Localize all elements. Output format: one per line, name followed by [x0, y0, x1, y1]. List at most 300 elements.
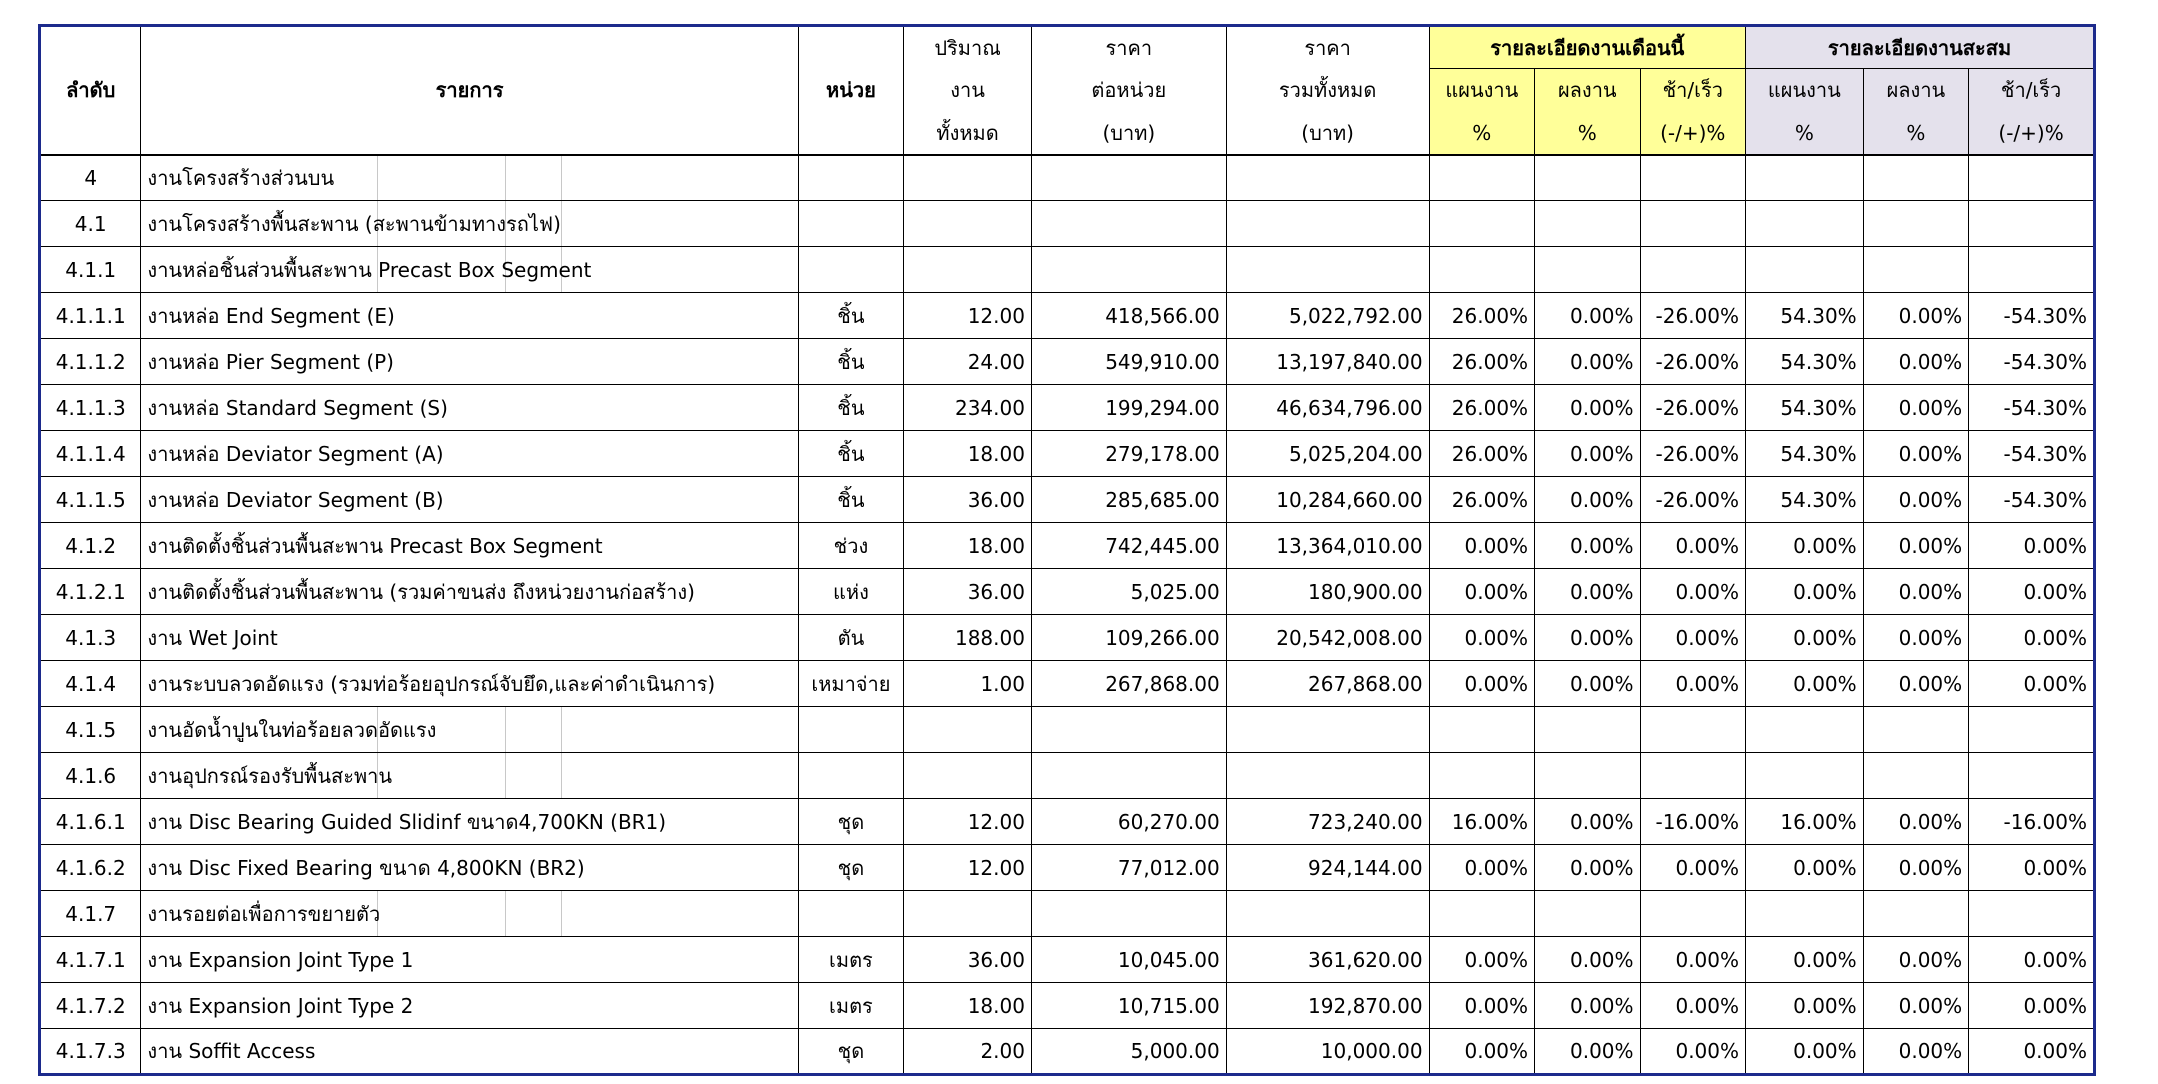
month-plan-percent: 0.00%: [1429, 523, 1534, 569]
month-actual-percent: [1535, 891, 1640, 937]
cumulative-actual-percent: 0.00%: [1863, 615, 1968, 661]
month-diff-percent: [1640, 247, 1745, 293]
item-quantity: 188.00: [904, 615, 1032, 661]
cumulative-plan-percent: [1746, 155, 1864, 201]
header-unit-price-line3: (บาท): [1031, 112, 1226, 155]
month-actual-percent: 0.00%: [1535, 523, 1640, 569]
item-name: งาน Expansion Joint Type 2: [141, 983, 798, 1029]
item-quantity: [904, 707, 1032, 753]
month-actual-percent: 0.00%: [1535, 431, 1640, 477]
item-unit-price: 10,715.00: [1031, 983, 1226, 1029]
cumulative-actual-percent: 0.00%: [1863, 569, 1968, 615]
item-code: 4.1.7.2: [40, 983, 141, 1029]
month-diff-percent: [1640, 155, 1745, 201]
month-actual-percent: 0.00%: [1535, 1029, 1640, 1075]
header-unit-price-line1: ราคา: [1031, 26, 1226, 69]
cumulative-actual-percent: 0.00%: [1863, 1029, 1968, 1075]
header-group-month: รายละเอียดงานเดือนนี้: [1429, 26, 1745, 69]
item-total-price: [1226, 891, 1429, 937]
cell-gridline: [505, 753, 506, 798]
cell-gridline: [561, 707, 562, 752]
item-unit: [798, 753, 903, 799]
header-month-diff-unit: (-/+)%: [1640, 112, 1745, 155]
month-plan-percent: 16.00%: [1429, 799, 1534, 845]
month-actual-percent: 0.00%: [1535, 293, 1640, 339]
cumulative-diff-percent: 0.00%: [1969, 523, 2095, 569]
table-row: [40, 523, 2095, 569]
item-quantity: 2.00: [904, 1029, 1032, 1075]
table-row: [40, 339, 2095, 385]
cumulative-plan-percent: [1746, 707, 1864, 753]
item-unit-price: 279,178.00: [1031, 431, 1226, 477]
header-total-line3: (บาท): [1226, 112, 1429, 155]
item-code: 4.1.1.4: [40, 431, 141, 477]
cumulative-plan-percent: 54.30%: [1746, 477, 1864, 523]
item-total-price: 13,364,010.00: [1226, 523, 1429, 569]
item-quantity: [904, 891, 1032, 937]
header-group-cumulative: รายละเอียดงานสะสม: [1746, 26, 2095, 69]
item-quantity: 36.00: [904, 937, 1032, 983]
item-unit: ชิ้น: [798, 385, 903, 431]
item-total-price: 10,000.00: [1226, 1029, 1429, 1075]
item-total-price: 20,542,008.00: [1226, 615, 1429, 661]
cumulative-plan-percent: 0.00%: [1746, 845, 1864, 891]
item-unit: [798, 201, 903, 247]
item-unit: [798, 707, 903, 753]
month-diff-percent: -26.00%: [1640, 385, 1745, 431]
item-code: 4.1.5: [40, 707, 141, 753]
item-unit: เหมาจ่าย: [798, 661, 903, 707]
item-unit-price: 77,012.00: [1031, 845, 1226, 891]
table-row: [40, 661, 2095, 707]
item-unit-price: 60,270.00: [1031, 799, 1226, 845]
month-actual-percent: [1535, 753, 1640, 799]
item-name: [141, 891, 798, 937]
item-name: งานหล่อ Standard Segment (S): [141, 385, 798, 431]
header-month-plan: แผนงาน: [1429, 69, 1534, 112]
item-code: 4: [40, 155, 141, 201]
item-name: [141, 753, 798, 799]
header-unit: หน่วย: [798, 26, 903, 155]
item-code: 4.1.2: [40, 523, 141, 569]
item-unit: ชิ้น: [798, 477, 903, 523]
item-name: งานหล่อ Pier Segment (P): [141, 339, 798, 385]
item-name: งาน Wet Joint: [141, 615, 798, 661]
cumulative-plan-percent: 54.30%: [1746, 431, 1864, 477]
cell-gridline: [505, 707, 506, 752]
cumulative-plan-percent: [1746, 753, 1864, 799]
month-actual-percent: 0.00%: [1535, 937, 1640, 983]
cumulative-plan-percent: 16.00%: [1746, 799, 1864, 845]
item-unit: [798, 155, 903, 201]
item-code: 4.1.1.1: [40, 293, 141, 339]
month-diff-percent: 0.00%: [1640, 1029, 1745, 1075]
item-unit-price: 109,266.00: [1031, 615, 1226, 661]
month-plan-percent: 0.00%: [1429, 1029, 1534, 1075]
item-unit-price: [1031, 247, 1226, 293]
cumulative-actual-percent: 0.00%: [1863, 523, 1968, 569]
cumulative-plan-percent: 0.00%: [1746, 983, 1864, 1029]
cumulative-diff-percent: -16.00%: [1969, 799, 2095, 845]
cumulative-diff-percent: [1969, 753, 2095, 799]
table-row: [40, 615, 2095, 661]
month-plan-percent: 0.00%: [1429, 845, 1534, 891]
item-unit-price: 199,294.00: [1031, 385, 1226, 431]
cumulative-actual-percent: 0.00%: [1863, 983, 1968, 1029]
header-cum-plan-unit: %: [1746, 112, 1864, 155]
table-row: [40, 247, 2095, 293]
item-unit-price: [1031, 891, 1226, 937]
month-actual-percent: 0.00%: [1535, 477, 1640, 523]
table-row: [40, 201, 2095, 247]
item-quantity: 36.00: [904, 569, 1032, 615]
month-actual-percent: [1535, 707, 1640, 753]
table-row: [40, 937, 2095, 983]
month-diff-percent: [1640, 201, 1745, 247]
month-actual-percent: 0.00%: [1535, 569, 1640, 615]
month-diff-percent: 0.00%: [1640, 983, 1745, 1029]
month-plan-percent: 0.00%: [1429, 569, 1534, 615]
cumulative-diff-percent: 0.00%: [1969, 1029, 2095, 1075]
cumulative-diff-percent: -54.30%: [1969, 431, 2095, 477]
month-actual-percent: [1535, 247, 1640, 293]
month-plan-percent: 0.00%: [1429, 937, 1534, 983]
header-total-line1: ราคา: [1226, 26, 1429, 69]
item-code: 4.1.1.3: [40, 385, 141, 431]
cell-gridline: [561, 891, 562, 936]
table-row: [40, 799, 2095, 845]
item-unit: เมตร: [798, 983, 903, 1029]
month-actual-percent: 0.00%: [1535, 661, 1640, 707]
month-actual-percent: 0.00%: [1535, 845, 1640, 891]
cumulative-actual-percent: 0.00%: [1863, 799, 1968, 845]
item-name-text: งานโครงสร้างส่วนบน: [147, 165, 335, 190]
cumulative-diff-percent: [1969, 891, 2095, 937]
month-diff-percent: 0.00%: [1640, 661, 1745, 707]
item-unit: ชุด: [798, 1029, 903, 1075]
item-code: 4.1.7.1: [40, 937, 141, 983]
cell-gridline: [561, 753, 562, 798]
item-total-price: [1226, 753, 1429, 799]
table-header: [40, 26, 2095, 155]
table-body: [40, 155, 2095, 1075]
cumulative-diff-percent: -54.30%: [1969, 385, 2095, 431]
cell-gridline: [505, 156, 506, 201]
cumulative-plan-percent: 54.30%: [1746, 339, 1864, 385]
item-unit: ชุด: [798, 845, 903, 891]
cumulative-diff-percent: 0.00%: [1969, 983, 2095, 1029]
item-unit-price: 549,910.00: [1031, 339, 1226, 385]
item-unit-price: [1031, 201, 1226, 247]
item-unit: ชิ้น: [798, 293, 903, 339]
table-row: [40, 431, 2095, 477]
item-total-price: 5,022,792.00: [1226, 293, 1429, 339]
header-month-diff: ช้า/เร็ว: [1640, 69, 1745, 112]
item-total-price: 361,620.00: [1226, 937, 1429, 983]
table-row: [40, 1029, 2095, 1075]
cumulative-diff-percent: 0.00%: [1969, 615, 2095, 661]
cumulative-actual-percent: [1863, 707, 1968, 753]
item-total-price: 5,025,204.00: [1226, 431, 1429, 477]
item-unit-price: 10,045.00: [1031, 937, 1226, 983]
item-code: 4.1.6.1: [40, 799, 141, 845]
month-plan-percent: [1429, 891, 1534, 937]
cumulative-diff-percent: [1969, 247, 2095, 293]
item-name: [141, 201, 798, 247]
cumulative-actual-percent: [1863, 155, 1968, 201]
cumulative-diff-percent: [1969, 201, 2095, 247]
item-unit: ชิ้น: [798, 339, 903, 385]
cumulative-plan-percent: 0.00%: [1746, 523, 1864, 569]
item-quantity: 12.00: [904, 799, 1032, 845]
cumulative-actual-percent: 0.00%: [1863, 431, 1968, 477]
item-total-price: 723,240.00: [1226, 799, 1429, 845]
cumulative-actual-percent: [1863, 201, 1968, 247]
item-name-text: งานรอยต่อเพื่อการขยายตัว: [147, 901, 381, 926]
table-row: [40, 845, 2095, 891]
item-code: 4.1.7: [40, 891, 141, 937]
item-total-price: [1226, 707, 1429, 753]
item-unit: ตัน: [798, 615, 903, 661]
item-unit-price: 5,025.00: [1031, 569, 1226, 615]
item-quantity: 234.00: [904, 385, 1032, 431]
item-quantity: [904, 201, 1032, 247]
cumulative-plan-percent: 54.30%: [1746, 293, 1864, 339]
table-row: [40, 753, 2095, 799]
item-name-text: งานโครงสร้างพื้นสะพาน (สะพานข้ามทางรถไฟ): [147, 211, 561, 236]
item-total-price: [1226, 155, 1429, 201]
header-cum-actual: ผลงาน: [1863, 69, 1968, 112]
cumulative-actual-percent: 0.00%: [1863, 385, 1968, 431]
item-quantity: [904, 247, 1032, 293]
item-unit-price: [1031, 155, 1226, 201]
item-name: งานหล่อ End Segment (E): [141, 293, 798, 339]
month-diff-percent: [1640, 707, 1745, 753]
item-total-price: [1226, 247, 1429, 293]
month-diff-percent: -26.00%: [1640, 477, 1745, 523]
cumulative-actual-percent: [1863, 753, 1968, 799]
cumulative-diff-percent: 0.00%: [1969, 661, 2095, 707]
cumulative-actual-percent: 0.00%: [1863, 937, 1968, 983]
item-total-price: 46,634,796.00: [1226, 385, 1429, 431]
item-total-price: 10,284,660.00: [1226, 477, 1429, 523]
header-qty-line3: ทั้งหมด: [904, 112, 1032, 155]
item-unit: [798, 891, 903, 937]
cumulative-actual-percent: 0.00%: [1863, 293, 1968, 339]
item-unit-price: 5,000.00: [1031, 1029, 1226, 1075]
item-name: งานหล่อ Deviator Segment (A): [141, 431, 798, 477]
cumulative-plan-percent: [1746, 201, 1864, 247]
item-total-price: 13,197,840.00: [1226, 339, 1429, 385]
cumulative-plan-percent: [1746, 247, 1864, 293]
month-diff-percent: 0.00%: [1640, 845, 1745, 891]
cumulative-diff-percent: 0.00%: [1969, 845, 2095, 891]
item-name: งานระบบลวดอัดแรง (รวมท่อร้อยอุปกรณ์จับยึด,และค่าดำเนินการ): [141, 661, 798, 707]
item-total-price: 192,870.00: [1226, 983, 1429, 1029]
month-actual-percent: [1535, 201, 1640, 247]
item-unit: ชุด: [798, 799, 903, 845]
table-row: [40, 293, 2095, 339]
month-plan-percent: 26.00%: [1429, 385, 1534, 431]
table-row: [40, 983, 2095, 1029]
table-row: [40, 891, 2095, 937]
item-code: 4.1.1.2: [40, 339, 141, 385]
cumulative-diff-percent: -54.30%: [1969, 293, 2095, 339]
header-qty-line1: ปริมาณ: [904, 26, 1032, 69]
header-no: ลำดับ: [40, 26, 141, 155]
item-name: [141, 247, 798, 293]
month-plan-percent: [1429, 707, 1534, 753]
table-row: [40, 707, 2095, 753]
item-code: 4.1.1: [40, 247, 141, 293]
item-quantity: 36.00: [904, 477, 1032, 523]
cumulative-actual-percent: 0.00%: [1863, 477, 1968, 523]
item-name: [141, 707, 798, 753]
cumulative-diff-percent: 0.00%: [1969, 569, 2095, 615]
item-total-price: 180,900.00: [1226, 569, 1429, 615]
month-plan-percent: 0.00%: [1429, 615, 1534, 661]
month-plan-percent: [1429, 247, 1534, 293]
cumulative-plan-percent: 0.00%: [1746, 569, 1864, 615]
month-actual-percent: 0.00%: [1535, 615, 1640, 661]
header-month-actual-unit: %: [1535, 112, 1640, 155]
item-code: 4.1.6.2: [40, 845, 141, 891]
item-name: งาน Disc Fixed Bearing ขนาด 4,800KN (BR2): [141, 845, 798, 891]
item-name: งานติดตั้งชิ้นส่วนพื้นสะพาน Precast Box Segment: [141, 523, 798, 569]
cumulative-diff-percent: 0.00%: [1969, 937, 2095, 983]
cumulative-actual-percent: 0.00%: [1863, 845, 1968, 891]
header-total-line2: รวมทั้งหมด: [1226, 69, 1429, 112]
month-actual-percent: 0.00%: [1535, 983, 1640, 1029]
cell-gridline: [561, 156, 562, 201]
header-item: รายการ: [141, 26, 798, 155]
cumulative-diff-percent: -54.30%: [1969, 477, 2095, 523]
item-total-price: 267,868.00: [1226, 661, 1429, 707]
month-plan-percent: 26.00%: [1429, 477, 1534, 523]
item-quantity: 18.00: [904, 523, 1032, 569]
header-cum-diff-unit: (-/+)%: [1969, 112, 2095, 155]
item-quantity: 18.00: [904, 983, 1032, 1029]
month-actual-percent: 0.00%: [1535, 385, 1640, 431]
cumulative-actual-percent: 0.00%: [1863, 661, 1968, 707]
cumulative-actual-percent: [1863, 891, 1968, 937]
progress-report-table: [38, 24, 2096, 1076]
item-quantity: 18.00: [904, 431, 1032, 477]
item-quantity: [904, 753, 1032, 799]
item-quantity: [904, 155, 1032, 201]
header-month-actual: ผลงาน: [1535, 69, 1640, 112]
item-code: 4.1.7.3: [40, 1029, 141, 1075]
item-name: [141, 155, 798, 201]
table-row: [40, 569, 2095, 615]
month-plan-percent: [1429, 155, 1534, 201]
cumulative-plan-percent: 0.00%: [1746, 937, 1864, 983]
header-cum-plan: แผนงาน: [1746, 69, 1864, 112]
cumulative-plan-percent: 0.00%: [1746, 1029, 1864, 1075]
item-code: 4.1.3: [40, 615, 141, 661]
month-actual-percent: 0.00%: [1535, 799, 1640, 845]
item-name-text: งานอัดน้ำปูนในท่อร้อยลวดอัดแรง: [147, 717, 437, 742]
item-quantity: 12.00: [904, 845, 1032, 891]
item-name: งาน Expansion Joint Type 1: [141, 937, 798, 983]
item-unit: [798, 247, 903, 293]
item-quantity: 24.00: [904, 339, 1032, 385]
item-code: 4.1: [40, 201, 141, 247]
month-plan-percent: 26.00%: [1429, 339, 1534, 385]
month-diff-percent: 0.00%: [1640, 523, 1745, 569]
cell-gridline: [561, 201, 562, 246]
month-plan-percent: 26.00%: [1429, 293, 1534, 339]
month-diff-percent: -16.00%: [1640, 799, 1745, 845]
item-code: 4.1.2.1: [40, 569, 141, 615]
cumulative-diff-percent: [1969, 155, 2095, 201]
header-month-plan-unit: %: [1429, 112, 1534, 155]
month-diff-percent: -26.00%: [1640, 431, 1745, 477]
item-name: งานหล่อ Deviator Segment (B): [141, 477, 798, 523]
item-unit: ช่วง: [798, 523, 903, 569]
month-actual-percent: [1535, 155, 1640, 201]
header-cum-actual-unit: %: [1863, 112, 1968, 155]
month-plan-percent: [1429, 753, 1534, 799]
item-quantity: 12.00: [904, 293, 1032, 339]
cumulative-plan-percent: 54.30%: [1746, 385, 1864, 431]
item-unit-price: 267,868.00: [1031, 661, 1226, 707]
item-unit: เมตร: [798, 937, 903, 983]
cumulative-actual-percent: 0.00%: [1863, 339, 1968, 385]
month-plan-percent: 0.00%: [1429, 983, 1534, 1029]
table-row: [40, 477, 2095, 523]
item-code: 4.1.1.5: [40, 477, 141, 523]
item-unit-price: [1031, 707, 1226, 753]
item-unit: ชิ้น: [798, 431, 903, 477]
item-total-price: 924,144.00: [1226, 845, 1429, 891]
item-name: งาน Soffit Access: [141, 1029, 798, 1075]
item-name: งานติดตั้งชิ้นส่วนพื้นสะพาน (รวมค่าขนส่ง ถึงหน่วยงานก่อสร้าง): [141, 569, 798, 615]
month-diff-percent: [1640, 753, 1745, 799]
month-plan-percent: 0.00%: [1429, 661, 1534, 707]
cumulative-plan-percent: [1746, 891, 1864, 937]
item-code: 4.1.6: [40, 753, 141, 799]
cumulative-actual-percent: [1863, 247, 1968, 293]
item-total-price: [1226, 201, 1429, 247]
cumulative-diff-percent: [1969, 707, 2095, 753]
cell-gridline: [505, 891, 506, 936]
header-unit-price-line2: ต่อหน่วย: [1031, 69, 1226, 112]
month-plan-percent: 26.00%: [1429, 431, 1534, 477]
table-row: [40, 155, 2095, 201]
month-diff-percent: -26.00%: [1640, 339, 1745, 385]
item-unit-price: [1031, 753, 1226, 799]
header-qty-line2: งาน: [904, 69, 1032, 112]
item-name-text: งานอุปกรณ์รองรับพื้นสะพาน: [147, 763, 393, 788]
table-row: [40, 385, 2095, 431]
month-diff-percent: 0.00%: [1640, 615, 1745, 661]
month-plan-percent: [1429, 201, 1534, 247]
item-unit: แห่ง: [798, 569, 903, 615]
month-diff-percent: 0.00%: [1640, 937, 1745, 983]
month-diff-percent: 0.00%: [1640, 569, 1745, 615]
month-diff-percent: [1640, 891, 1745, 937]
cumulative-plan-percent: 0.00%: [1746, 661, 1864, 707]
header-cum-diff: ช้า/เร็ว: [1969, 69, 2095, 112]
item-unit-price: 418,566.00: [1031, 293, 1226, 339]
item-name-text: งานหล่อชิ้นส่วนพื้นสะพาน Precast Box Segment: [147, 257, 592, 282]
item-unit-price: 742,445.00: [1031, 523, 1226, 569]
item-name: งาน Disc Bearing Guided Slidinf ขนาด4,700KN (BR1): [141, 799, 798, 845]
item-code: 4.1.4: [40, 661, 141, 707]
month-diff-percent: -26.00%: [1640, 293, 1745, 339]
item-quantity: 1.00: [904, 661, 1032, 707]
